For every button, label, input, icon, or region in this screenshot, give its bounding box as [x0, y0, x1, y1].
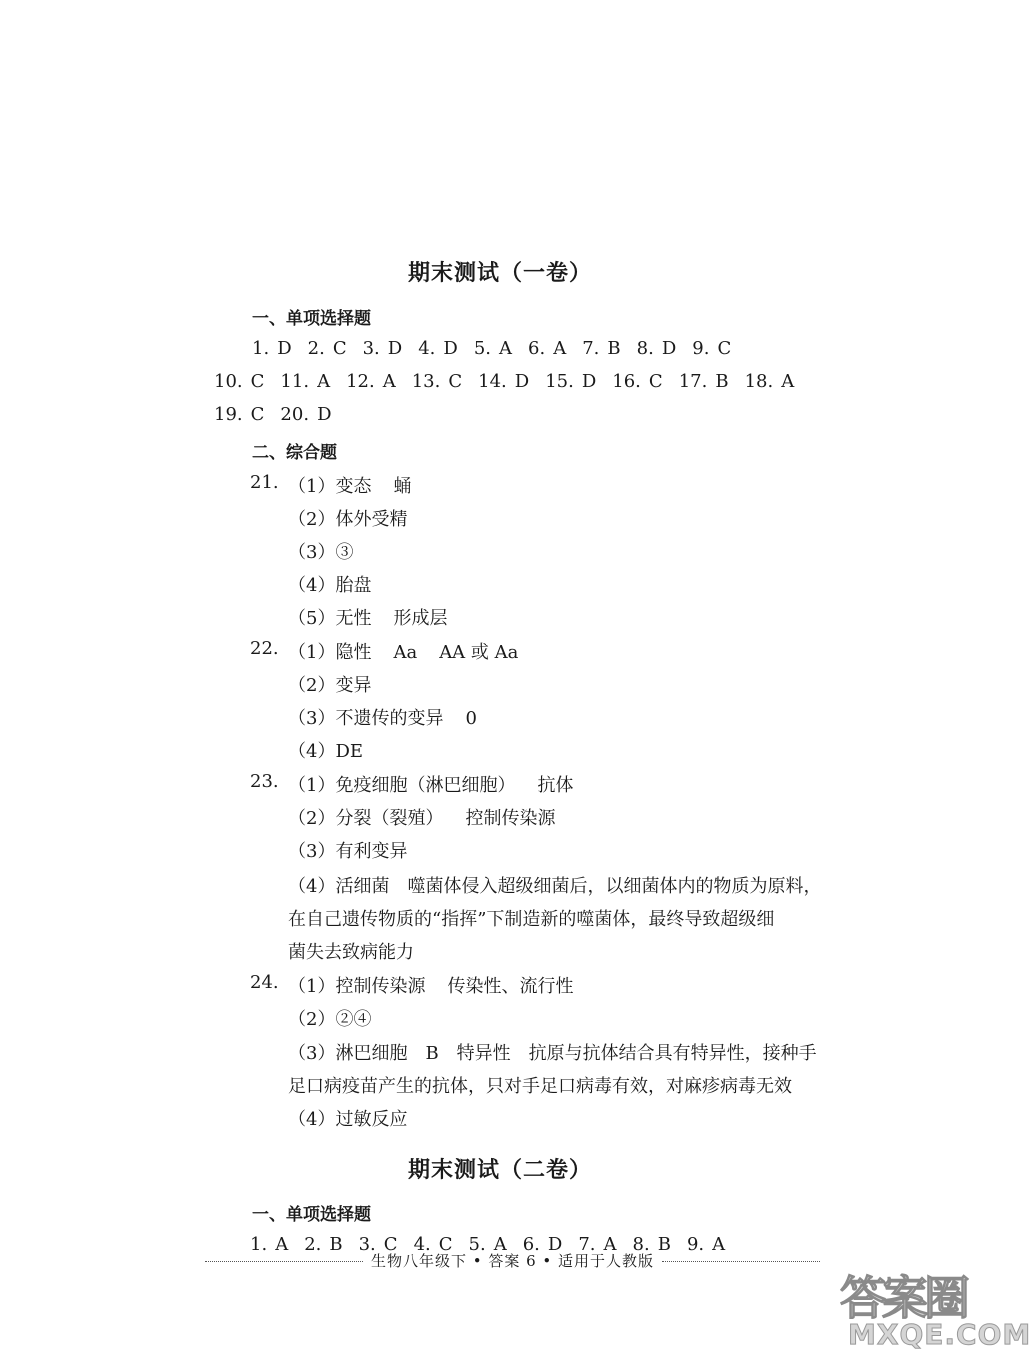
choice-answer: [363, 338, 403, 359]
answer-line: （2）体外受精: [288, 509, 408, 530]
question-number: 19.: [214, 404, 243, 425]
question-number: 3.: [362, 338, 380, 359]
answer-letter: B: [607, 338, 621, 359]
question-number: 5.: [468, 1234, 486, 1255]
choice-answer: [308, 338, 347, 359]
test1-answer-row-1: [252, 338, 747, 359]
watermark-text: 答案圈: [840, 1271, 966, 1325]
answer-letter: C: [250, 371, 265, 392]
answer-line: （3）③: [288, 542, 354, 563]
choice-answer: [214, 371, 264, 392]
question-number: 5.: [473, 338, 492, 359]
answer-line: [288, 771, 573, 797]
answer-text: （1）隐性: [288, 642, 372, 663]
question-number: 2.: [304, 1234, 322, 1255]
question-number: 12.: [346, 371, 375, 392]
answer-letter: A: [553, 338, 567, 359]
choice-answer: [252, 338, 292, 359]
page-footer: [205, 1248, 820, 1272]
footer-divider: [205, 1261, 363, 1262]
answer-text: 0: [465, 708, 477, 729]
answer-letter: D: [514, 371, 530, 392]
answer-letter: C: [438, 1234, 453, 1255]
question-number: 6.: [528, 338, 546, 359]
answer-line: （4）DE: [288, 741, 364, 762]
question-number: 1.: [250, 1234, 268, 1255]
answer-line: （3）淋巴细胞 B 特异性 抗原与抗体结合具有特异性，接种手: [288, 1043, 817, 1064]
question-number: 2.: [307, 338, 325, 359]
answer-letter: A: [712, 1234, 726, 1255]
answer-text: （1）变态: [288, 476, 372, 497]
question-number: 3.: [358, 1234, 376, 1255]
answer-text: Aa: [393, 642, 418, 663]
site-watermark-logo: [840, 1262, 1031, 1357]
answer-line: （4）胎盘: [288, 575, 372, 596]
answer-line: 菌失去致病能力: [288, 942, 414, 963]
answer-letter: B: [657, 1234, 671, 1255]
answer-text: 蛹: [393, 476, 412, 497]
answer-text: 传染性、流行性: [447, 976, 574, 997]
question-number: 18.: [744, 371, 774, 392]
answer-line: 足口病疫苗产生的抗体，只对手足口病毒有效，对麻疹病毒无效: [288, 1076, 792, 1097]
question-number: 7.: [578, 1234, 596, 1255]
choice-answer: [346, 371, 396, 392]
answer-text: AA 或 Aa: [439, 642, 519, 663]
answer-text: （1）控制传染源: [288, 976, 426, 997]
answer-letter: D: [547, 1234, 563, 1255]
question-number: 13.: [411, 371, 441, 392]
answer-line: [288, 804, 555, 830]
answer-letter: C: [383, 1234, 398, 1255]
question-number: 1.: [252, 338, 270, 359]
answer-letter: D: [581, 371, 597, 392]
question-number: 8.: [632, 1234, 650, 1255]
answer-letter: D: [661, 338, 677, 359]
answer-letter: C: [717, 338, 732, 359]
answer-letter: C: [332, 338, 347, 359]
answer-letter: B: [715, 371, 729, 392]
watermark-url: MXQE.COM: [848, 1318, 1031, 1351]
choice-answer: [418, 338, 458, 359]
test2-title: 期末测试（二卷）: [407, 1158, 592, 1183]
question-number: 21.: [250, 472, 279, 493]
test1-section-comprehensive: 二、综合题: [252, 443, 337, 463]
answer-text: （1）免疫细胞（淋巴细胞）: [288, 775, 516, 796]
test1-answer-row-2: [214, 371, 810, 392]
answer-line: [288, 472, 411, 498]
answer-letter: A: [317, 371, 331, 392]
answer-text: （3）不遗传的变异: [288, 708, 444, 729]
answer-letter: A: [275, 1234, 289, 1255]
question-number: 10.: [214, 371, 243, 392]
question-number: 9.: [686, 1234, 705, 1255]
answer-line: （4）过敏反应: [288, 1109, 408, 1130]
choice-answer: [214, 404, 264, 425]
question-number: 11.: [280, 371, 310, 392]
choice-answer: [412, 371, 462, 392]
question-number: 22.: [250, 638, 279, 659]
question-number: 24.: [250, 972, 279, 993]
answer-line: [288, 638, 518, 664]
answer-line: （3）有利变异: [288, 841, 408, 862]
question-number: 20.: [280, 404, 310, 425]
answer-letter: A: [493, 1234, 507, 1255]
footer-divider: [662, 1261, 820, 1262]
answer-text: 形成层: [393, 608, 448, 629]
choice-answer: [637, 338, 677, 359]
answer-line: [288, 972, 573, 998]
answer-line: （2）②④: [288, 1009, 372, 1030]
answer-letter: A: [499, 338, 513, 359]
footer-text: 生物八年级下 • 答案 6 • 适用于人教版: [370, 1251, 655, 1270]
question-number: 4.: [413, 1234, 431, 1255]
answer-line: [288, 704, 477, 730]
answer-letter: A: [781, 371, 795, 392]
question-number: 17.: [678, 371, 708, 392]
answer-letter: C: [250, 404, 265, 425]
answer-letter: D: [387, 338, 403, 359]
answer-text: （2）分裂（裂殖）: [288, 808, 444, 829]
answer-letter: D: [317, 404, 332, 425]
test1-section-choice: 一、单项选择题: [252, 309, 371, 329]
question-number: 7.: [582, 338, 600, 359]
answer-line: 在自己遗传物质的“指挥”下制造新的噬菌体，最终导致超级细: [288, 909, 775, 930]
answer-line: [288, 604, 447, 630]
question-number: 15.: [545, 371, 574, 392]
choice-answer: [528, 338, 566, 359]
question-number: 9.: [692, 338, 710, 359]
question-number: 16.: [612, 371, 641, 392]
answer-line: （2）变异: [288, 675, 372, 696]
question-number: 23.: [250, 771, 279, 792]
choice-answer: [545, 371, 596, 392]
choice-answer: [280, 404, 331, 425]
choice-answer: [612, 371, 662, 392]
answer-text: 抗体: [537, 775, 574, 796]
answer-letter: A: [603, 1234, 617, 1255]
choice-answer: [474, 338, 512, 359]
choice-answer: [582, 338, 620, 359]
test1-answer-row-3: [214, 404, 348, 425]
choice-answer: [745, 371, 795, 392]
question-number: 14.: [478, 371, 507, 392]
answer-letter: A: [382, 371, 396, 392]
choice-answer: [280, 371, 330, 392]
answer-text: （5）无性: [288, 608, 372, 629]
test2-section-choice: 一、单项选择题: [252, 1205, 371, 1225]
test1-title: 期末测试（一卷）: [407, 261, 592, 286]
question-number: 4.: [418, 338, 436, 359]
choice-answer: [679, 371, 729, 392]
question-number: 6.: [522, 1234, 540, 1255]
answer-letter: C: [648, 371, 663, 392]
choice-answer: [692, 338, 731, 359]
answer-text: 控制传染源: [465, 808, 556, 829]
answer-letter: D: [277, 338, 292, 359]
question-number: 8.: [636, 338, 654, 359]
answer-letter: B: [329, 1234, 343, 1255]
choice-answer: [478, 371, 529, 392]
answer-letter: D: [443, 338, 458, 359]
answer-line: （4）活细菌 噬菌体侵入超级细菌后，以细菌体内的物质为原料，: [288, 876, 822, 897]
answer-letter: C: [448, 371, 463, 392]
